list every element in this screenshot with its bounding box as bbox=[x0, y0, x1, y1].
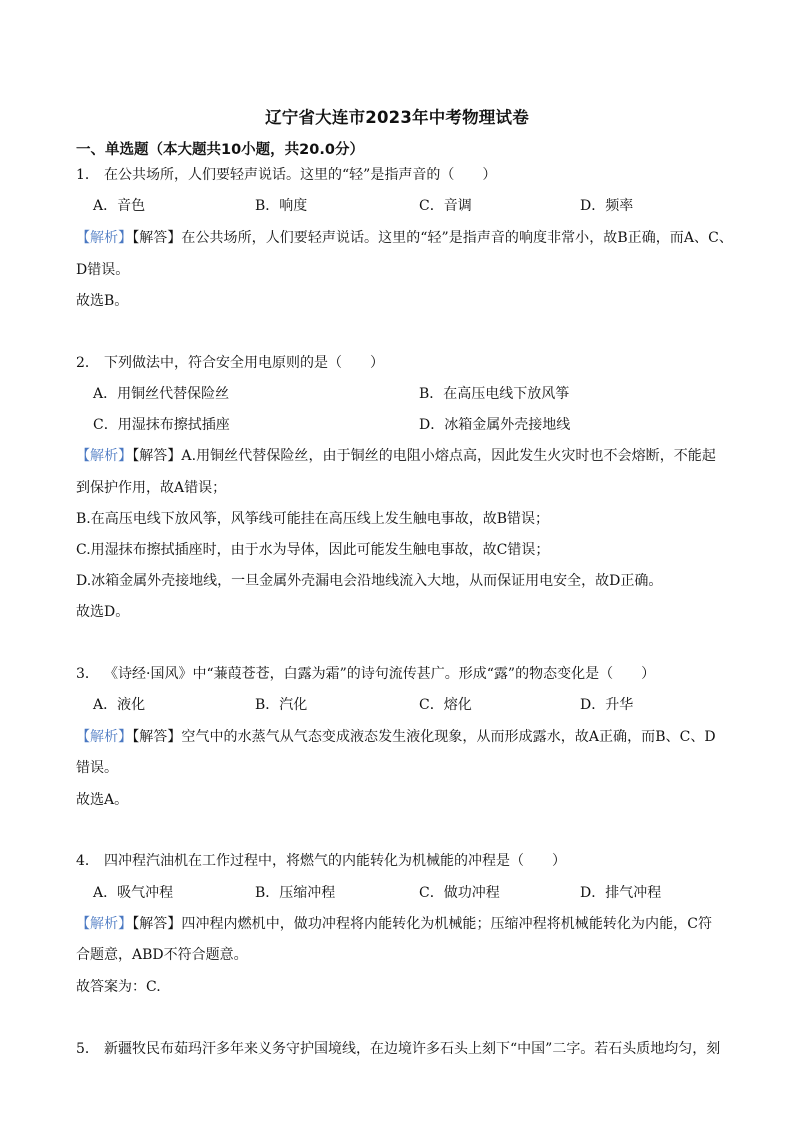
analysis-tag: 【解析】 bbox=[76, 448, 133, 464]
question-3-stem: 3． 《诗经·国风》中“蒹葭苍苍，白露为霜”的诗句流传甚广。形成“露”的物态变化是（ ） bbox=[76, 666, 656, 682]
question-3-answer: 故选A。 bbox=[76, 792, 129, 808]
question-3-option-a: A．液化 bbox=[93, 697, 146, 713]
question-3-analysis-line: 【解析】【解答】空气中的水蒸气从气态变成液态发生液化现象，从而形成露水，故A正确，而B、C、D bbox=[76, 729, 716, 745]
question-1-option-a: A．音色 bbox=[93, 198, 146, 214]
analysis-tag: 【解析】 bbox=[76, 230, 133, 246]
question-2-option-b: B．在高压电线下放风筝 bbox=[419, 386, 570, 402]
question-3-option-c: C．熔化 bbox=[419, 697, 472, 713]
question-2-analysis-line: 【解析】【解答】A.用铜丝代替保险丝，由于铜丝的电阻小熔点高，因此发生火灾时也不会熔断，不能起 bbox=[76, 448, 716, 464]
question-5-stem: 5． 新疆牧民布茹玛汗多年来义务守护国境线，在边境许多石头上刻下“中国”二字。若石头质地均匀，刻 bbox=[76, 1041, 721, 1057]
question-4-analysis-line: 合题意，ABD不符合题意。 bbox=[76, 947, 248, 963]
question-4-option-c: C．做功冲程 bbox=[419, 885, 500, 901]
question-4-answer: 故答案为：C. bbox=[76, 979, 161, 995]
question-3-option-d: D．升华 bbox=[580, 697, 634, 713]
question-2-option-d: D．冰箱金属外壳接地线 bbox=[419, 417, 571, 433]
question-4-stem: 4． 四冲程汽油机在工作过程中，将燃气的内能转化为机械能的冲程是（ ） bbox=[76, 853, 566, 869]
question-1-option-b: B．响度 bbox=[255, 198, 308, 214]
question-1-stem: 1． 在公共场所，人们要轻声说话。这里的“轻”是指声音的（ ） bbox=[76, 167, 497, 183]
question-2-answer: 故选D。 bbox=[76, 604, 130, 620]
question-2-analysis-line: 到保护作用，故A错误； bbox=[76, 480, 227, 496]
question-number: 2． bbox=[76, 355, 99, 371]
question-4-option-d: D．排气冲程 bbox=[580, 885, 662, 901]
question-number: 3． bbox=[76, 666, 99, 682]
section-heading: 一、单选题（本大题共10小题，共20.0分） bbox=[76, 142, 364, 158]
question-2-stem: 2． 下列做法中，符合安全用电原则的是（ ） bbox=[76, 355, 384, 371]
question-4-analysis-line: 【解析】【解答】四冲程内燃机中，做功冲程将内能转化为机械能；压缩冲程将机械能转化为内能，C符 bbox=[76, 916, 713, 932]
question-2-analysis-line: B.在高压电线下放风筝，风筝线可能挂在高压线上发生触电事故，故B错误； bbox=[76, 511, 550, 527]
question-4-option-a: A．吸气冲程 bbox=[93, 885, 174, 901]
question-number: 1． bbox=[76, 167, 99, 183]
question-2-analysis-line: D.冰箱金属外壳接地线，一旦金属外壳漏电会沿地线流入大地，从而保证用电安全，故D正确。 bbox=[76, 573, 663, 589]
question-2-option-c: C．用湿抹布擦拭插座 bbox=[93, 417, 230, 433]
question-1-option-c: C．音调 bbox=[419, 198, 472, 214]
question-2-option-a: A．用铜丝代替保险丝 bbox=[93, 386, 230, 402]
question-1-option-d: D．频率 bbox=[580, 198, 634, 214]
analysis-tag: 【解析】 bbox=[76, 729, 133, 745]
question-2-analysis-line: C.用湿抹布擦拭插座时，由于水为导体，因此可能发生触电事故，故C错误； bbox=[76, 542, 550, 558]
question-1-analysis-line: D错误。 bbox=[76, 262, 130, 278]
question-3-analysis-line: 错误。 bbox=[76, 760, 118, 776]
question-1-analysis-line: 【解析】【解答】在公共场所，人们要轻声说话。这里的“轻”是指声音的响度非常小，故B正确，而A、C、 bbox=[76, 230, 733, 246]
exam-title: 辽宁省大连市2023年中考物理试卷 bbox=[265, 108, 529, 127]
analysis-tag: 【解析】 bbox=[76, 916, 133, 932]
question-3-option-b: B．汽化 bbox=[255, 697, 308, 713]
question-1-answer: 故选B。 bbox=[76, 293, 129, 309]
question-4-option-b: B．压缩冲程 bbox=[255, 885, 336, 901]
question-number: 4． bbox=[76, 853, 99, 869]
question-number: 5． bbox=[76, 1041, 99, 1057]
